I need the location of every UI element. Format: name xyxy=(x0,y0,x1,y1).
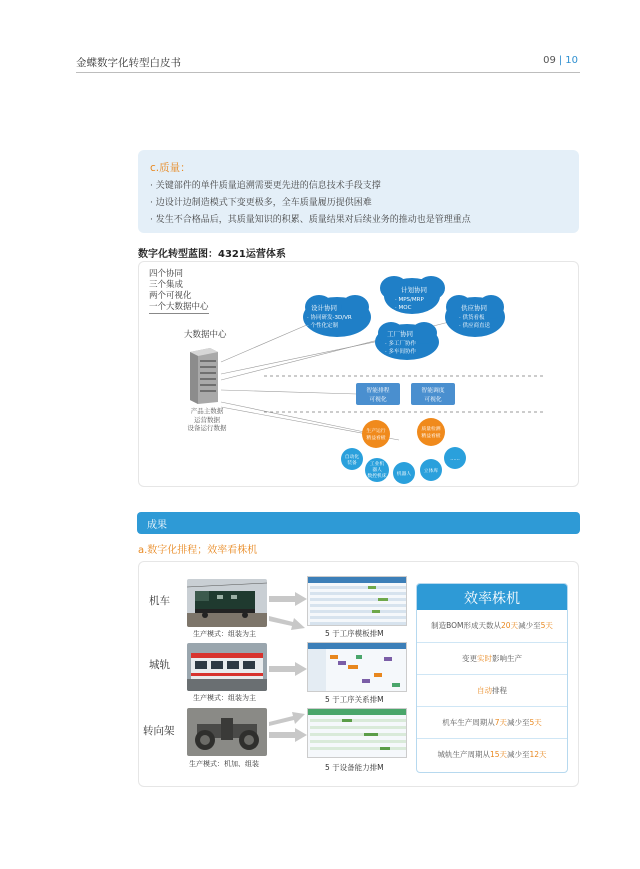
circle-label: 精益看板 xyxy=(421,434,441,439)
bigdata-center-label: 大数据中心 xyxy=(184,330,227,340)
document-title: 金蝶数字化转型白皮书 xyxy=(76,57,181,69)
quality-line: · 关键部件的单件质量追溯需要更先进的信息技术手段支撑 xyxy=(150,181,381,191)
efficiency-panel-title: 效率株机 xyxy=(464,591,520,607)
blueprint-title: 数字化转型蓝图：4321运营体系 xyxy=(138,249,286,260)
box-label: 智能调度 xyxy=(421,388,445,394)
production-board-circle xyxy=(362,420,390,448)
blueprint-list-item: 四个协同 xyxy=(149,269,184,279)
arrow-right-icon xyxy=(269,662,307,676)
shot-caption: 5 于工序关系排M xyxy=(325,695,384,704)
page-header xyxy=(76,53,580,73)
cloud-item: · 多车间协作 xyxy=(385,349,416,355)
production-mode-caption: 生产模式：组装为主 xyxy=(193,630,256,638)
efficiency-row xyxy=(417,642,567,671)
row-text: 排程 xyxy=(492,686,507,695)
row-text: 减少至 xyxy=(518,621,541,630)
cloud-item: · 多工厂协作 xyxy=(385,341,416,347)
cloud-title: 设计协同 xyxy=(311,304,337,312)
quality-title: c.质量： xyxy=(150,162,191,174)
data-label: 运营数据 xyxy=(194,415,220,424)
template-schedule-screenshot xyxy=(307,576,407,626)
relation-schedule-screenshot xyxy=(307,642,407,692)
cloud-item: · 个性化定制 xyxy=(307,323,338,329)
row-text: 制造BOM形成天数从 xyxy=(431,621,502,630)
row-text: 机车生产周期从 xyxy=(442,718,495,727)
circle-label: …… xyxy=(450,457,460,462)
box-label: 可视化 xyxy=(369,397,387,403)
circle-label: 机器人 xyxy=(396,472,412,477)
quality-line: · 边设计边制造模式下变更极多，全车质量履历提供困难 xyxy=(150,198,372,208)
cloud-title: 计划协同 xyxy=(401,286,427,294)
row-text: 城轨生产周期从 xyxy=(437,750,490,759)
cloud-item: · 供应商直送 xyxy=(459,323,490,329)
row-text: 减少至 xyxy=(507,718,530,727)
efficiency-row xyxy=(417,738,567,767)
shot-caption: 5 于工序模板排M xyxy=(325,629,384,638)
quality-line: · 发生不合格品后，其质量知识的积累、质量结果对后续业务的推动也是管理重点 xyxy=(150,215,471,225)
row-highlight: 实时 xyxy=(477,654,492,663)
circle-label: 装备 xyxy=(347,461,357,466)
metro-photo xyxy=(187,643,267,691)
row-text: 变更 xyxy=(462,654,477,663)
blueprint-list-item: 一个大数据中心 xyxy=(149,302,209,312)
row-label-metro: 城轨 xyxy=(149,659,170,671)
arrow-right-icon xyxy=(269,712,307,726)
row-highlight: 5天 xyxy=(529,718,542,727)
cloud-item: · 协同研发-3D/VR xyxy=(307,315,352,321)
shot-caption: 5 于设备能力排M xyxy=(325,763,384,772)
results-bar xyxy=(137,512,580,534)
blueprint-list-item: 两个可视化 xyxy=(149,291,192,301)
blueprint-list xyxy=(149,269,209,314)
cloud-item: · 供货看板 xyxy=(459,315,485,321)
row-text: 减少至 xyxy=(507,750,530,759)
efficiency-panel-header xyxy=(417,584,567,610)
arrow-right-icon xyxy=(269,728,307,742)
page-separator: | xyxy=(558,55,563,66)
row-highlight: 5天 xyxy=(540,621,553,630)
cloud-item: · MOC xyxy=(395,305,412,311)
cloud-title: 工厂协同 xyxy=(387,330,413,338)
server-icon xyxy=(186,346,220,404)
blueprint-list-item: 三个集成 xyxy=(149,280,184,290)
circle-label: 质量检测 xyxy=(421,427,441,432)
circle-label: 器人 xyxy=(372,468,382,473)
row-highlight: 15天 xyxy=(489,750,507,759)
data-label: 产品主数据 xyxy=(190,407,224,415)
quality-section xyxy=(138,150,579,233)
blueprint-diagram xyxy=(138,261,579,487)
circle-label: 自动化 xyxy=(344,455,360,460)
data-labels xyxy=(175,407,239,433)
production-mode-caption: 生产模式：组装为主 xyxy=(193,694,256,702)
arrow-right-icon xyxy=(269,616,307,630)
efficiency-row xyxy=(417,706,567,735)
row-label-bogie: 转向架 xyxy=(143,725,175,737)
row-label-locomotive: 机车 xyxy=(149,595,170,607)
circle-label: 精益看板 xyxy=(366,436,386,441)
locomotive-photo xyxy=(187,579,267,627)
box-label: 可视化 xyxy=(424,397,442,403)
circle-label: 生产运行 xyxy=(366,429,386,434)
arrow-right-icon xyxy=(269,592,307,606)
page-number-right: 10 xyxy=(565,55,578,66)
page-number-left: 09 xyxy=(543,55,556,66)
capacity-schedule-screenshot xyxy=(307,708,407,758)
results-figure xyxy=(138,561,579,787)
circle-label: 数控机床 xyxy=(367,474,387,479)
data-label: 设备运行数据 xyxy=(187,424,227,432)
quality-board-circle xyxy=(417,418,445,446)
row-text: 影响生产 xyxy=(492,654,522,663)
cloud-item: · MPS/MRP xyxy=(395,297,424,303)
row-highlight: 12天 xyxy=(529,750,547,759)
efficiency-panel xyxy=(416,583,568,773)
results-subtitle: a.数字化排程；效率看株机 xyxy=(138,545,258,556)
results-label: 成果 xyxy=(147,520,167,531)
efficiency-row xyxy=(417,610,567,639)
row-highlight: 7天 xyxy=(494,718,507,727)
cloud-title: 供应协同 xyxy=(461,304,487,312)
page-numbers xyxy=(543,55,578,66)
row-highlight: 自动 xyxy=(477,686,492,695)
circle-label: 工业机 xyxy=(369,462,385,467)
circle-label: 立体库 xyxy=(423,469,439,474)
box-label: 智能排程 xyxy=(366,388,390,394)
efficiency-row xyxy=(417,674,567,703)
production-mode-caption: 生产模式：机加、组装 xyxy=(189,760,259,768)
row-highlight: 20天 xyxy=(501,621,519,630)
bogie-photo xyxy=(187,708,267,756)
cloud-plan xyxy=(380,276,445,314)
